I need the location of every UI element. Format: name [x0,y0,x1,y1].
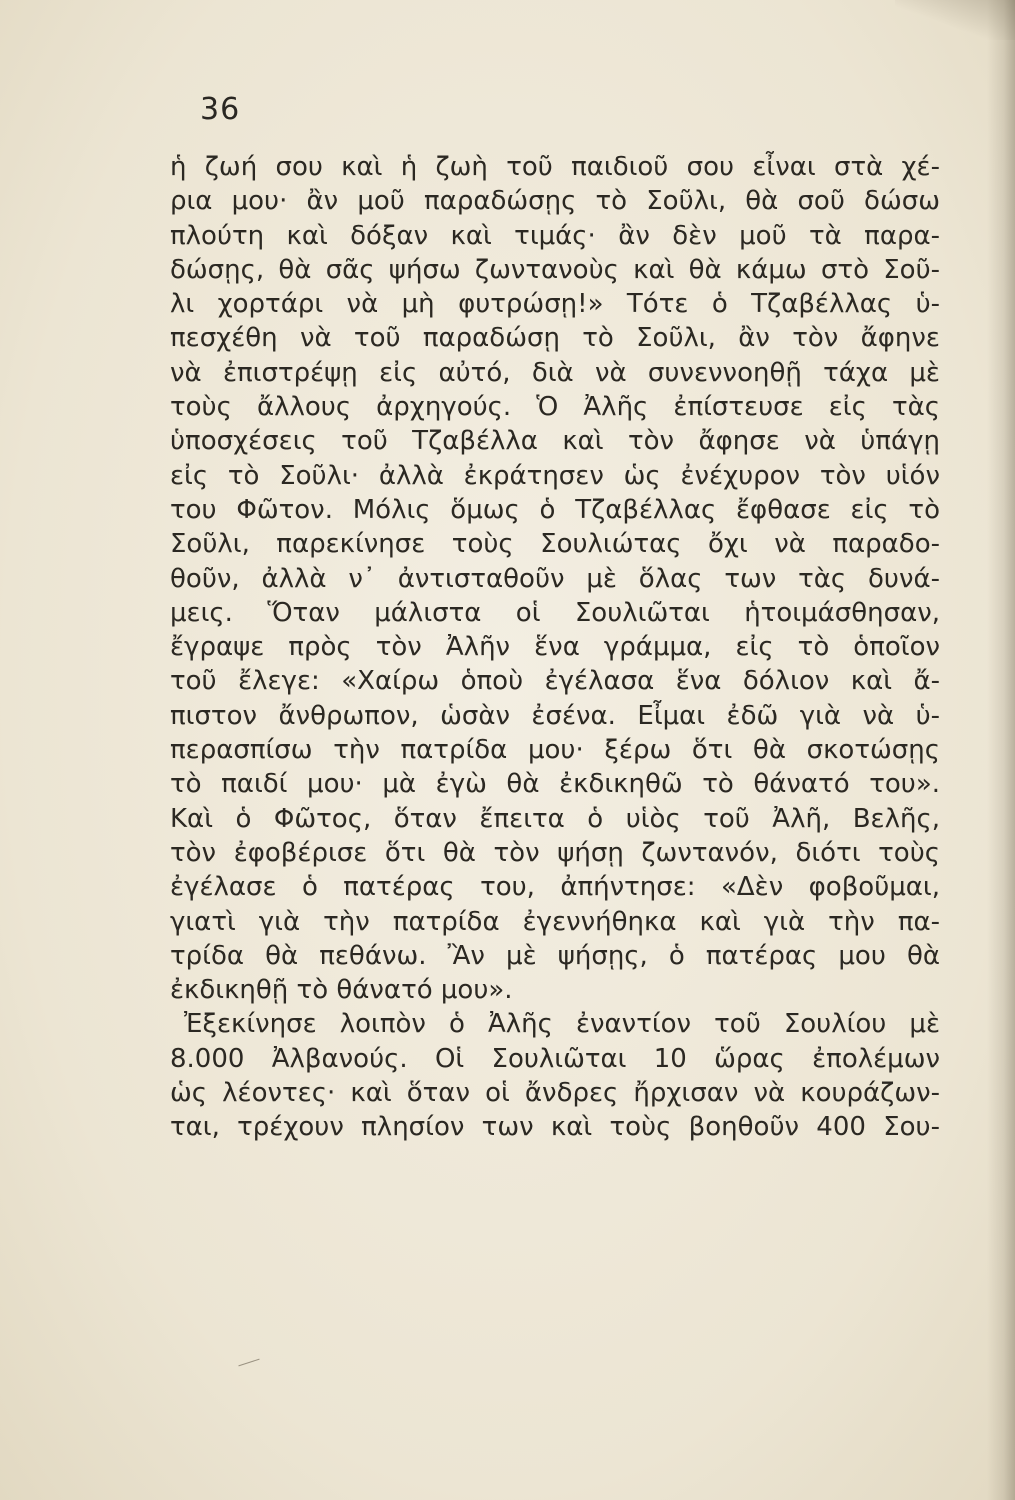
text-line: πεσχέθη νὰ τοῦ παραδώσῃ τὸ Σοῦλι, ἂν τὸν ἄφηνε [170,323,940,354]
text-line: ται, τρέχουν πλησίον των καὶ τοὺς βοηθοῦν 400 Σου- [170,1112,940,1143]
text-line: τοῦ ἔλεγε: «Χαίρω ὁποὺ ἐγέλασα ἕνα δόλιον καὶ ἄ- [170,666,940,697]
page-number: 36 [200,92,241,127]
text-line: δώσῃς, θὰ σᾶς ψήσω ζωντανοὺς καὶ θὰ κάμω στὸ Σοῦ- [170,254,940,285]
text-line: τὸ παιδί μου· μὰ ἐγὼ θὰ ἐκδικηθῶ τὸ θάνατό του». [170,769,940,800]
text-line: ἡ ζωή σου καὶ ἡ ζωὴ τοῦ παιδιοῦ σου εἶναι στὰ χέ- [170,152,940,182]
text-line: του Φῶτον. Μόλις ὅμως ὁ Τζαβέλλας ἔφθασε εἰς τὸ [170,494,940,525]
text-line: ἐγέλασε ὁ πατέρας του, ἀπήντησε: «Δὲν φοβοῦμαι, [170,872,940,903]
text-line: τρίδα θὰ πεθάνω. Ἂν μὲ ψήσῃς, ὁ πατέρας μου θὰ [170,940,940,971]
text-line: ἔγραψε πρὸς τὸν Ἀλῆν ἕνα γράμμα, εἰς τὸ ὁποῖον [170,632,940,663]
text-line: ἐκδικηθῇ τὸ θάνατό μου». [170,975,513,1006]
text-line: πιστον ἄνθρωπον, ὡσὰν ἐσένα. Εἶμαι ἐδῶ γιὰ νὰ ὑ- [170,700,940,731]
text-line: πλούτη καὶ δόξαν καὶ τιμάς· ἂν δὲν μοῦ τὰ παρα- [170,220,940,251]
pencil-mark [238,1359,259,1367]
text-line: Καὶ ὁ Φῶτος, ὅταν ἔπειτα ὁ υἱὸς τοῦ Ἀλῆ, Βελῆς, [170,803,940,834]
text-line: Ἐξεκίνησε λοιπὸν ὁ Ἀλῆς ἐναντίον τοῦ Σουλίου μὲ [184,1009,940,1040]
text-line: γιατὶ γιὰ τὴν πατρίδα ἐγεννήθηκα καὶ γιὰ τὴν πα- [170,906,940,937]
text-line: ὑποσχέσεις τοῦ Τζαβέλλα καὶ τὸν ἄφησε νὰ ὑπάγῃ [170,426,940,457]
text-line: Σοῦλι, παρεκίνησε τοὺς Σουλιώτας ὄχι νὰ παραδο- [170,529,940,560]
text-line: νὰ ἐπιστρέψῃ εἰς αὐτό, διὰ νὰ συνεννοηθῇ τάχα μὲ [170,357,940,388]
text-line: τὸν ἐφοβέρισε ὅτι θὰ τὸν ψήσῃ ζωντανόν, διότι τοὺς [170,837,940,868]
text-line: ὡς λέοντες· καὶ ὅταν οἱ ἄνδρες ἤρχισαν νὰ κουράζων- [170,1078,940,1109]
text-line: περασπίσω τὴν πατρίδα μου· ξέρω ὅτι θὰ σκοτώσῃς [170,735,940,766]
text-line: λι χορτάρι νὰ μὴ φυτρώσῃ!» Τότε ὁ Τζαβέλλας ὑ- [170,289,940,320]
body-text [170,150,940,1145]
text-line: εἰς τὸ Σοῦλι· ἀλλὰ ἐκράτησεν ὡς ἐνέχυρον τὸν υἱόν [170,460,940,491]
text-line: μεις. Ὅταν μάλιστα οἱ Σουλιῶται ἡτοιμάσθησαν, [170,597,940,628]
text-line: τοὺς ἄλλους ἀρχηγούς. Ὁ Ἀλῆς ἐπίστευσε εἰς τὰς [170,392,940,423]
page-edge-shadow [987,0,1015,1500]
text-line: θοῦν, ἀλλὰ ν᾽ ἀντισταθοῦν μὲ ὅλας των τὰς δυνά- [170,563,940,594]
text-line: ρια μου· ἂν μοῦ παραδώσῃς τὸ Σοῦλι, θὰ σοῦ δώσω [170,186,940,217]
text-line: 8.000 Ἀλβανούς. Οἱ Σουλιῶται 10 ὥρας ἐπολέμων [170,1043,940,1074]
